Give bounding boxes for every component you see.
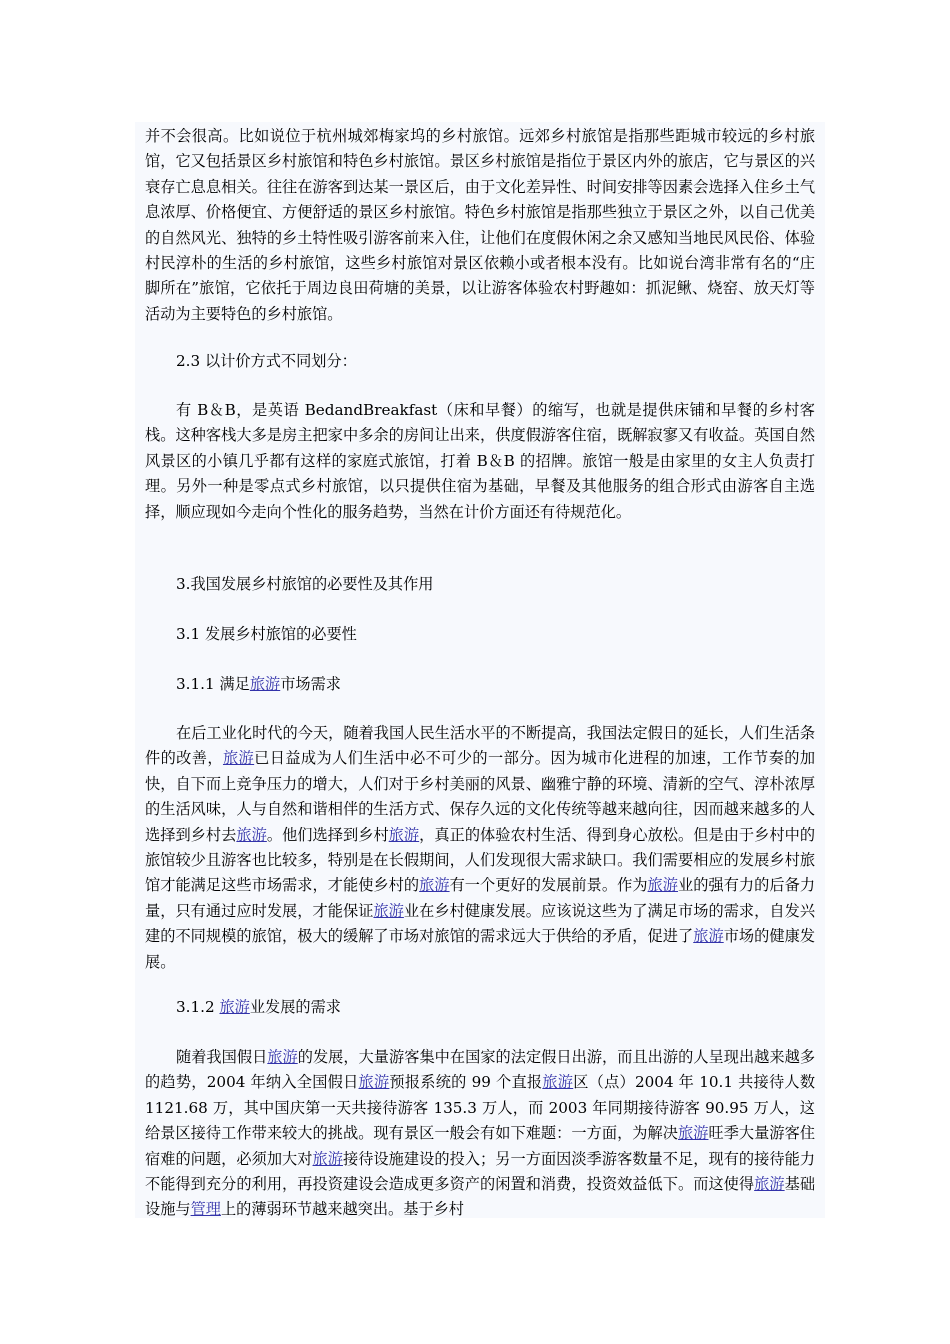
paragraph-bed-and-breakfast: 有 B＆B，是英语 BedandBreakfast（床和早餐）的缩写，也就是提供床铺和早餐的乡村客栈。这种客栈大多是房主把家中多余的房间让出来，供度假游客住宿，既解寂寥又有收益。英国自然风景区的小镇几乎都有这样的家庭式旅馆，打着 B＆B 的招牌。旅馆一般是由家里的女主人负责打理。另外一种是零点式乡村旅馆，以只提供住宿为基础，早餐及其他服务的组合形式由游客自主选择，顺应现如今走向个性化的服务趋势，当然在计价方面还有待规范化。	[145, 401, 815, 521]
text-run: 。他们选择到乡村	[266, 825, 389, 844]
heading-3-1: 3.1 发展乡村旅馆的必要性	[176, 625, 357, 643]
tourism-link[interactable]: 旅游	[647, 876, 679, 895]
text-run: 市场的健康发展。	[145, 927, 816, 971]
text-run: 有一个更好的发展前景。作为	[449, 876, 648, 895]
tourism-link[interactable]: 旅游	[693, 927, 724, 946]
text-run: 旺季大量游客住宿难的问题，必须加大对	[145, 1124, 816, 1168]
text-run: 预报系统的 99 个直报	[389, 1073, 543, 1092]
tourism-link[interactable]: 旅游	[678, 1124, 709, 1143]
text-run: 已日益成为人们生活中必不可少的一部分。因为城市化进程的加速，工作节奏的加快，自下而上竞争压力的增大，人们对于乡村美丽的风景、幽雅宁静的环境、清新的空气、淳朴浓厚的生活风味，人与自然和谐相伴的生活方式、保存久远的文化传统等越来越向往，因而越来越多的人选择到乡村去	[145, 749, 816, 844]
tourism-link[interactable]: 旅游	[312, 1149, 343, 1168]
text-run: 业在乡村健康发展。应该说这些为了满足市场的需求，自发兴建的不同规模的旅馆，极大的缓解了市场对旅馆的需求远大于供给的矛盾，促进了	[145, 901, 816, 946]
tourism-link[interactable]: 旅游	[754, 1175, 785, 1194]
heading-3-1-2	[176, 995, 341, 1020]
paragraph-market-demand	[145, 721, 815, 975]
paragraph-rural-inn-types: 并不会很高。比如说位于杭州城郊梅家坞的乡村旅馆。远郊乡村旅馆是指那些距城市较远的乡村旅馆，它又包括景区乡村旅馆和特色乡村旅馆。景区乡村旅馆是指位于景区内外的旅店，它与景区的兴衰存亡息息相关。往往在游客到达某一景区后，由于文化差异性、时间安排等因素会选择入住乡土气息浓厚、价格便宜、方便舒适的景区乡村旅馆。特色乡村旅馆是指那些独立于景区之外，以自己优美的自然风光、独特的乡土特性吸引游客前来入住，让他们在度假休闲之余又感知当地民风民俗、体验村民淳朴的生活的乡村旅馆，这些乡村旅馆对景区依赖小或者根本没有。比如说台湾非常有名的“庄脚所在”旅馆，它依托于周边良田荷塘的美景，以让游客体验农村野趣如：抓泥鳅、烧窑、放天灯等活动为主要特色的乡村旅馆。	[145, 127, 815, 323]
text-run: 区（点）2004 年 10.1 共接待人数 1121.68 万，其中国庆第一天共接待游客 135.3 万人，而 2003 年同期接待游客 90.95 万人，这给景区接待工作带来较大的挑战。现有景区一般会有如下难题：一方面，为解决	[145, 1073, 816, 1143]
text-run: 随着我国假日	[176, 1048, 268, 1066]
tourism-link[interactable]: 旅游	[542, 1073, 574, 1092]
text-run: 的发展，大量游客集中在国家的法定假日出游，而且出游的人呈现出越来越多的趋势，2004 年纳入全国假日	[145, 1048, 816, 1092]
tourism-link[interactable]: 旅游	[267, 1048, 298, 1066]
paragraph-industry-demand	[145, 1045, 815, 1223]
management-link[interactable]: 管理	[190, 1200, 221, 1219]
text-run: 业的强有力的后备力量，只有通过应时发展，才能保证	[145, 876, 816, 920]
text-run: 接待设施建设的投入；另一方面因淡季游客数量不足，现有的接待能力不能得到充分的利用，再投资建设会造成更多资产的闲置和消费，投资效益低下。而这使得	[145, 1149, 816, 1194]
tourism-link[interactable]: 旅游	[419, 876, 450, 895]
tourism-link[interactable]: 旅游	[219, 998, 250, 1016]
text-run: ，真正的体验农村生活、得到身心放松。但是由于乡村中的旅馆较少且游客也比较多，特别是在长假期间，人们发现很大需求缺口。我们需要相应的发展乡村旅馆才能满足这些市场需求，才能使乡村的	[145, 825, 816, 895]
text-run: 基础设施与	[145, 1175, 816, 1219]
tourism-link[interactable]: 旅游	[249, 675, 281, 693]
heading-2-3: 2.3 以计价方式不同划分：	[176, 352, 357, 370]
tourism-link[interactable]: 旅游	[373, 901, 404, 920]
heading-text: 市场需求	[280, 675, 341, 693]
text-run: 在后工业化时代的今天，随着我国人民生活水平的不断提高，我国法定假日的延长，人们生活条件的改善，	[145, 724, 815, 768]
heading-3-1-1	[176, 672, 341, 697]
tourism-link[interactable]: 旅游	[358, 1073, 390, 1092]
heading-3: 3.我国发展乡村旅馆的必要性及其作用	[176, 575, 434, 593]
heading-text: 业发展的需求	[249, 998, 341, 1016]
tourism-link[interactable]: 旅游	[388, 825, 420, 844]
text-run: 上的薄弱环节越来越突出。基于乡村	[220, 1200, 464, 1219]
heading-text: 3.1.1 满足	[176, 675, 250, 693]
tourism-link[interactable]: 旅游	[222, 749, 255, 768]
heading-text: 3.1.2	[176, 998, 220, 1016]
tourism-link[interactable]: 旅游	[236, 825, 267, 844]
